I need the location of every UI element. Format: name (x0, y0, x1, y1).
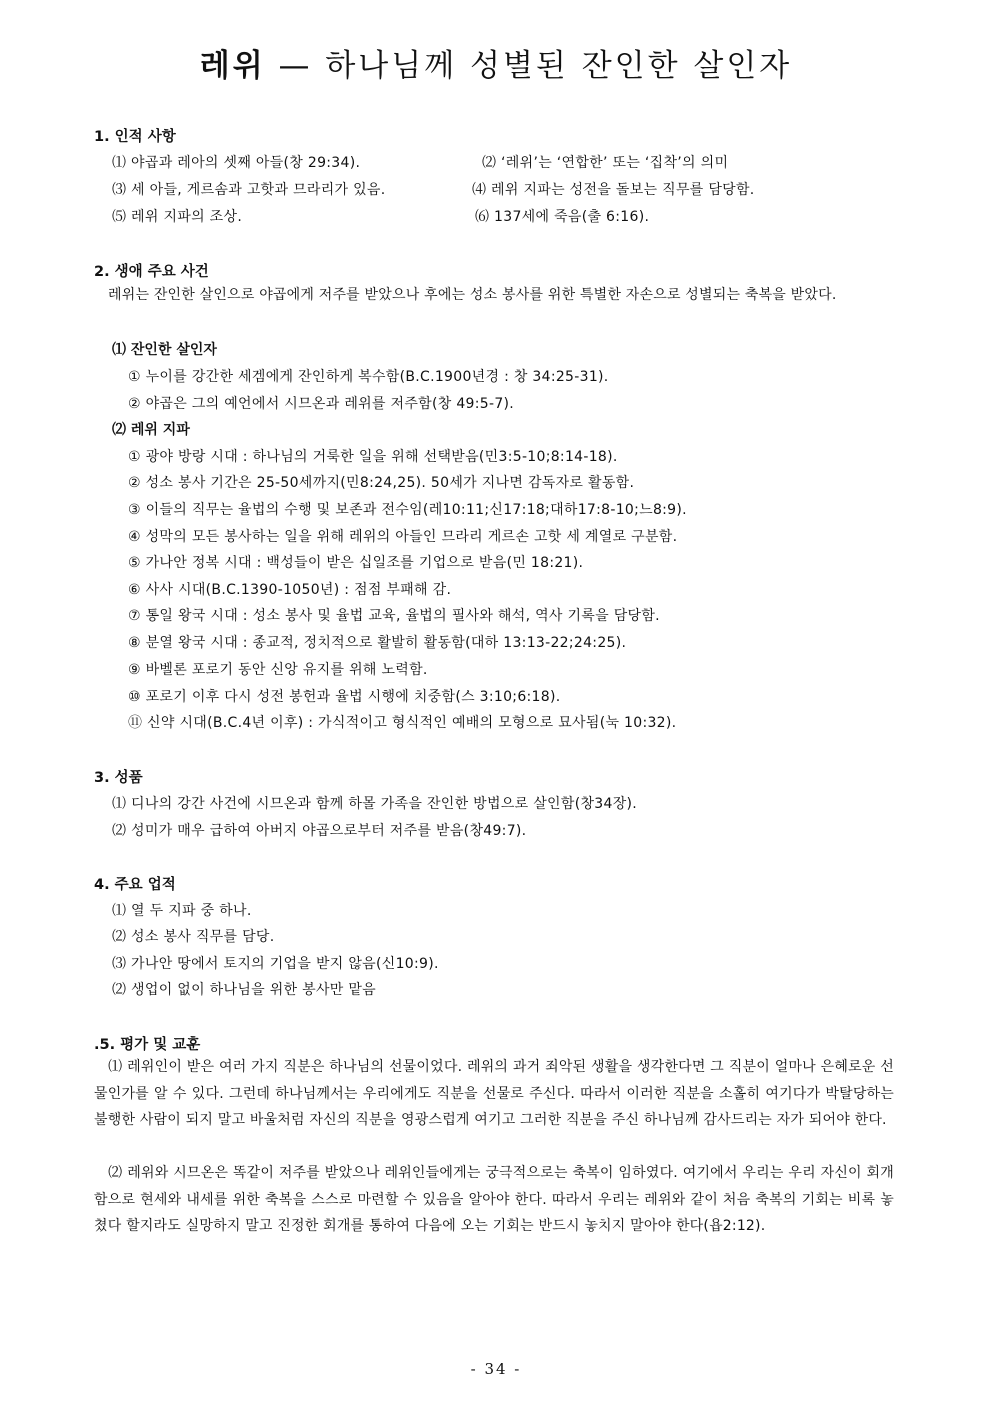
s2-sub2-item-7: ⑦ 통일 왕국 시대 : 성소 봉사 및 율법 교육, 율법의 필사와 해석, 역사 기록을 담당함. (128, 608, 660, 624)
s4-item-1: ⑴ 열 두 지파 중 하나. (112, 903, 252, 919)
s2-sub2-item-6: ⑥ 사사 시대(B.C.1390-1050년) : 점점 부패해 감. (128, 582, 452, 598)
s2-sub1-item-2: ② 야곱은 그의 예언에서 시므온과 레위를 저주함(창 49:5-7). (128, 396, 515, 412)
s1-item-5: ⑸ 레위 지파의 조상. (112, 209, 243, 225)
section-5-heading: .5. 평가 및 교훈 (94, 1037, 201, 1053)
s2-intro-text: 레위는 잔인한 살인으로 야곱에게 저주를 받았으나 후에는 성소 봉사를 위한 특별한 자손으로 성별되는 축복을 받았다. (108, 287, 837, 303)
s2-sub2-item-5: ⑤ 가나안 정복 시대 : 백성들이 받은 십일조를 기업으로 받음(민 18:21). (128, 555, 584, 571)
s2-sub2-item-10: ⑩ 포로기 이후 다시 성전 봉헌과 율법 시행에 치중함(스 3:10;6:18). (128, 689, 561, 705)
s5-paragraph-1-text: ⑴ 레위인이 받은 여러 가지 직분은 하나님의 선물이었다. 레위의 과거 죄악된 생활을 생각한다면 그 직분이 얼마나 은혜로운 선물인가를 알 수 있다. 그런데 하나님께서는 우리에게도 직분을 선물로 주신다. 따라서 이러한 직분을 소홀히 여기다가 박탈당하는 불행한 사람이 되지 말고 바울처럼 자신의 직분을 영광스럽게 여기고 그러한 직분을 주신 하나님께 감사드리는 자가 되어야 한다. (94, 1059, 894, 1128)
s5-paragraph-2-text: ⑵ 레위와 시므온은 똑같이 저주를 받았으나 레위인들에게는 궁극적으로는 축복이 임하였다. 여기에서 우리는 우리 자신이 회개함으로 현세와 내세를 위한 축복을 스스로 마련할 수 있음을 알아야 한다. 따라서 우리는 레위와 같이 처음 축복의 기회는 비록 놓쳤다 할지라도 실망하지 말고 진정한 회개를 통하여 다음에 오는 기회는 반드시 놓치지 말아야 한다(욥2:12). (94, 1165, 894, 1234)
s2-sub2-heading: ⑵ 레위 지파 (112, 422, 190, 438)
title-lead: 레위 (199, 48, 266, 84)
s2-intro (94, 282, 894, 309)
s3-item-1: ⑴ 디나의 강간 사건에 시므온과 함께 하몰 가족을 잔인한 방법으로 살인함(창34장). (112, 796, 638, 812)
s2-sub1-item-1: ① 누이를 강간한 세겜에게 잔인하게 복수함(B.C.1900년경 : 창 34:25-31). (128, 369, 609, 385)
s1-item-6: ⑹ 137세에 죽음(출 6:16). (475, 209, 650, 225)
s2-sub2-item-4: ④ 성막의 모든 봉사하는 일을 위해 레위의 아들인 므라리 게르손 고핫 세 계열로 구분함. (128, 529, 678, 545)
s4-item-3: ⑶ 가나안 땅에서 토지의 기업을 받지 않음(신10:9). (112, 956, 439, 972)
s5-paragraph-1 (94, 1054, 894, 1134)
s2-sub1-heading: ⑴ 잔인한 살인자 (112, 342, 217, 358)
s2-sub2-item-1: ① 광야 방랑 시대 : 하나님의 거룩한 일을 위해 선택받음(민3:5-10;8:14-18). (128, 449, 618, 465)
s2-sub2-item-8: ⑧ 분열 왕국 시대 : 종교적, 정치적으로 활발히 활동함(대하 13:13-22;24:25). (128, 635, 627, 651)
s2-sub2-item-11: ⑪ 신약 시대(B.C.4년 이후) : 가식적이고 형식적인 예배의 모형으로 묘사됨(눅 10:32). (128, 715, 677, 731)
title-rest: — 하나님께 성별된 잔인한 살인자 (265, 48, 793, 84)
s4-item-2: ⑵ 성소 봉사 직무를 담당. (112, 929, 275, 945)
s3-item-2: ⑵ 성미가 매우 급하여 아버지 야곱으로부터 저주를 받음(창49:7). (112, 823, 527, 839)
s4-item-4: ⑵ 생업이 없이 하나님을 위한 봉사만 맡음 (112, 982, 376, 998)
section-2-heading: 2. 생애 주요 사건 (94, 264, 209, 280)
s1-item-2: ⑵ ‘레위’는 ‘연합한’ 또는 ‘집착’의 의미 (482, 155, 729, 171)
page-number: - 34 - (470, 1360, 522, 1378)
s2-sub2-item-3: ③ 이들의 직무는 율법의 수행 및 보존과 전수임(레10:11;신17:18;대하17:8-10;느8:9). (128, 502, 687, 518)
section-1-heading: 1. 인적 사항 (94, 129, 176, 145)
s5-paragraph-2 (94, 1160, 894, 1240)
page-title (0, 40, 992, 85)
s2-sub2-item-9: ⑨ 바벨론 포로기 동안 신앙 유지를 위해 노력함. (128, 662, 428, 678)
s1-item-4: ⑷ 레위 지파는 성전을 돌보는 직무를 담당함. (472, 182, 755, 198)
s2-sub2-item-2: ② 성소 봉사 기간은 25-50세까지(민8:24,25). 50세가 지나면 감독자로 활동함. (128, 475, 635, 491)
s1-item-1: ⑴ 야곱과 레아의 셋째 아들(창 29:34). (112, 155, 361, 171)
section-3-heading: 3. 성품 (94, 770, 143, 786)
section-4-heading: 4. 주요 업적 (94, 877, 176, 893)
s1-item-3: ⑶ 세 아들, 게르솜과 고핫과 므라리가 있음. (112, 182, 386, 198)
